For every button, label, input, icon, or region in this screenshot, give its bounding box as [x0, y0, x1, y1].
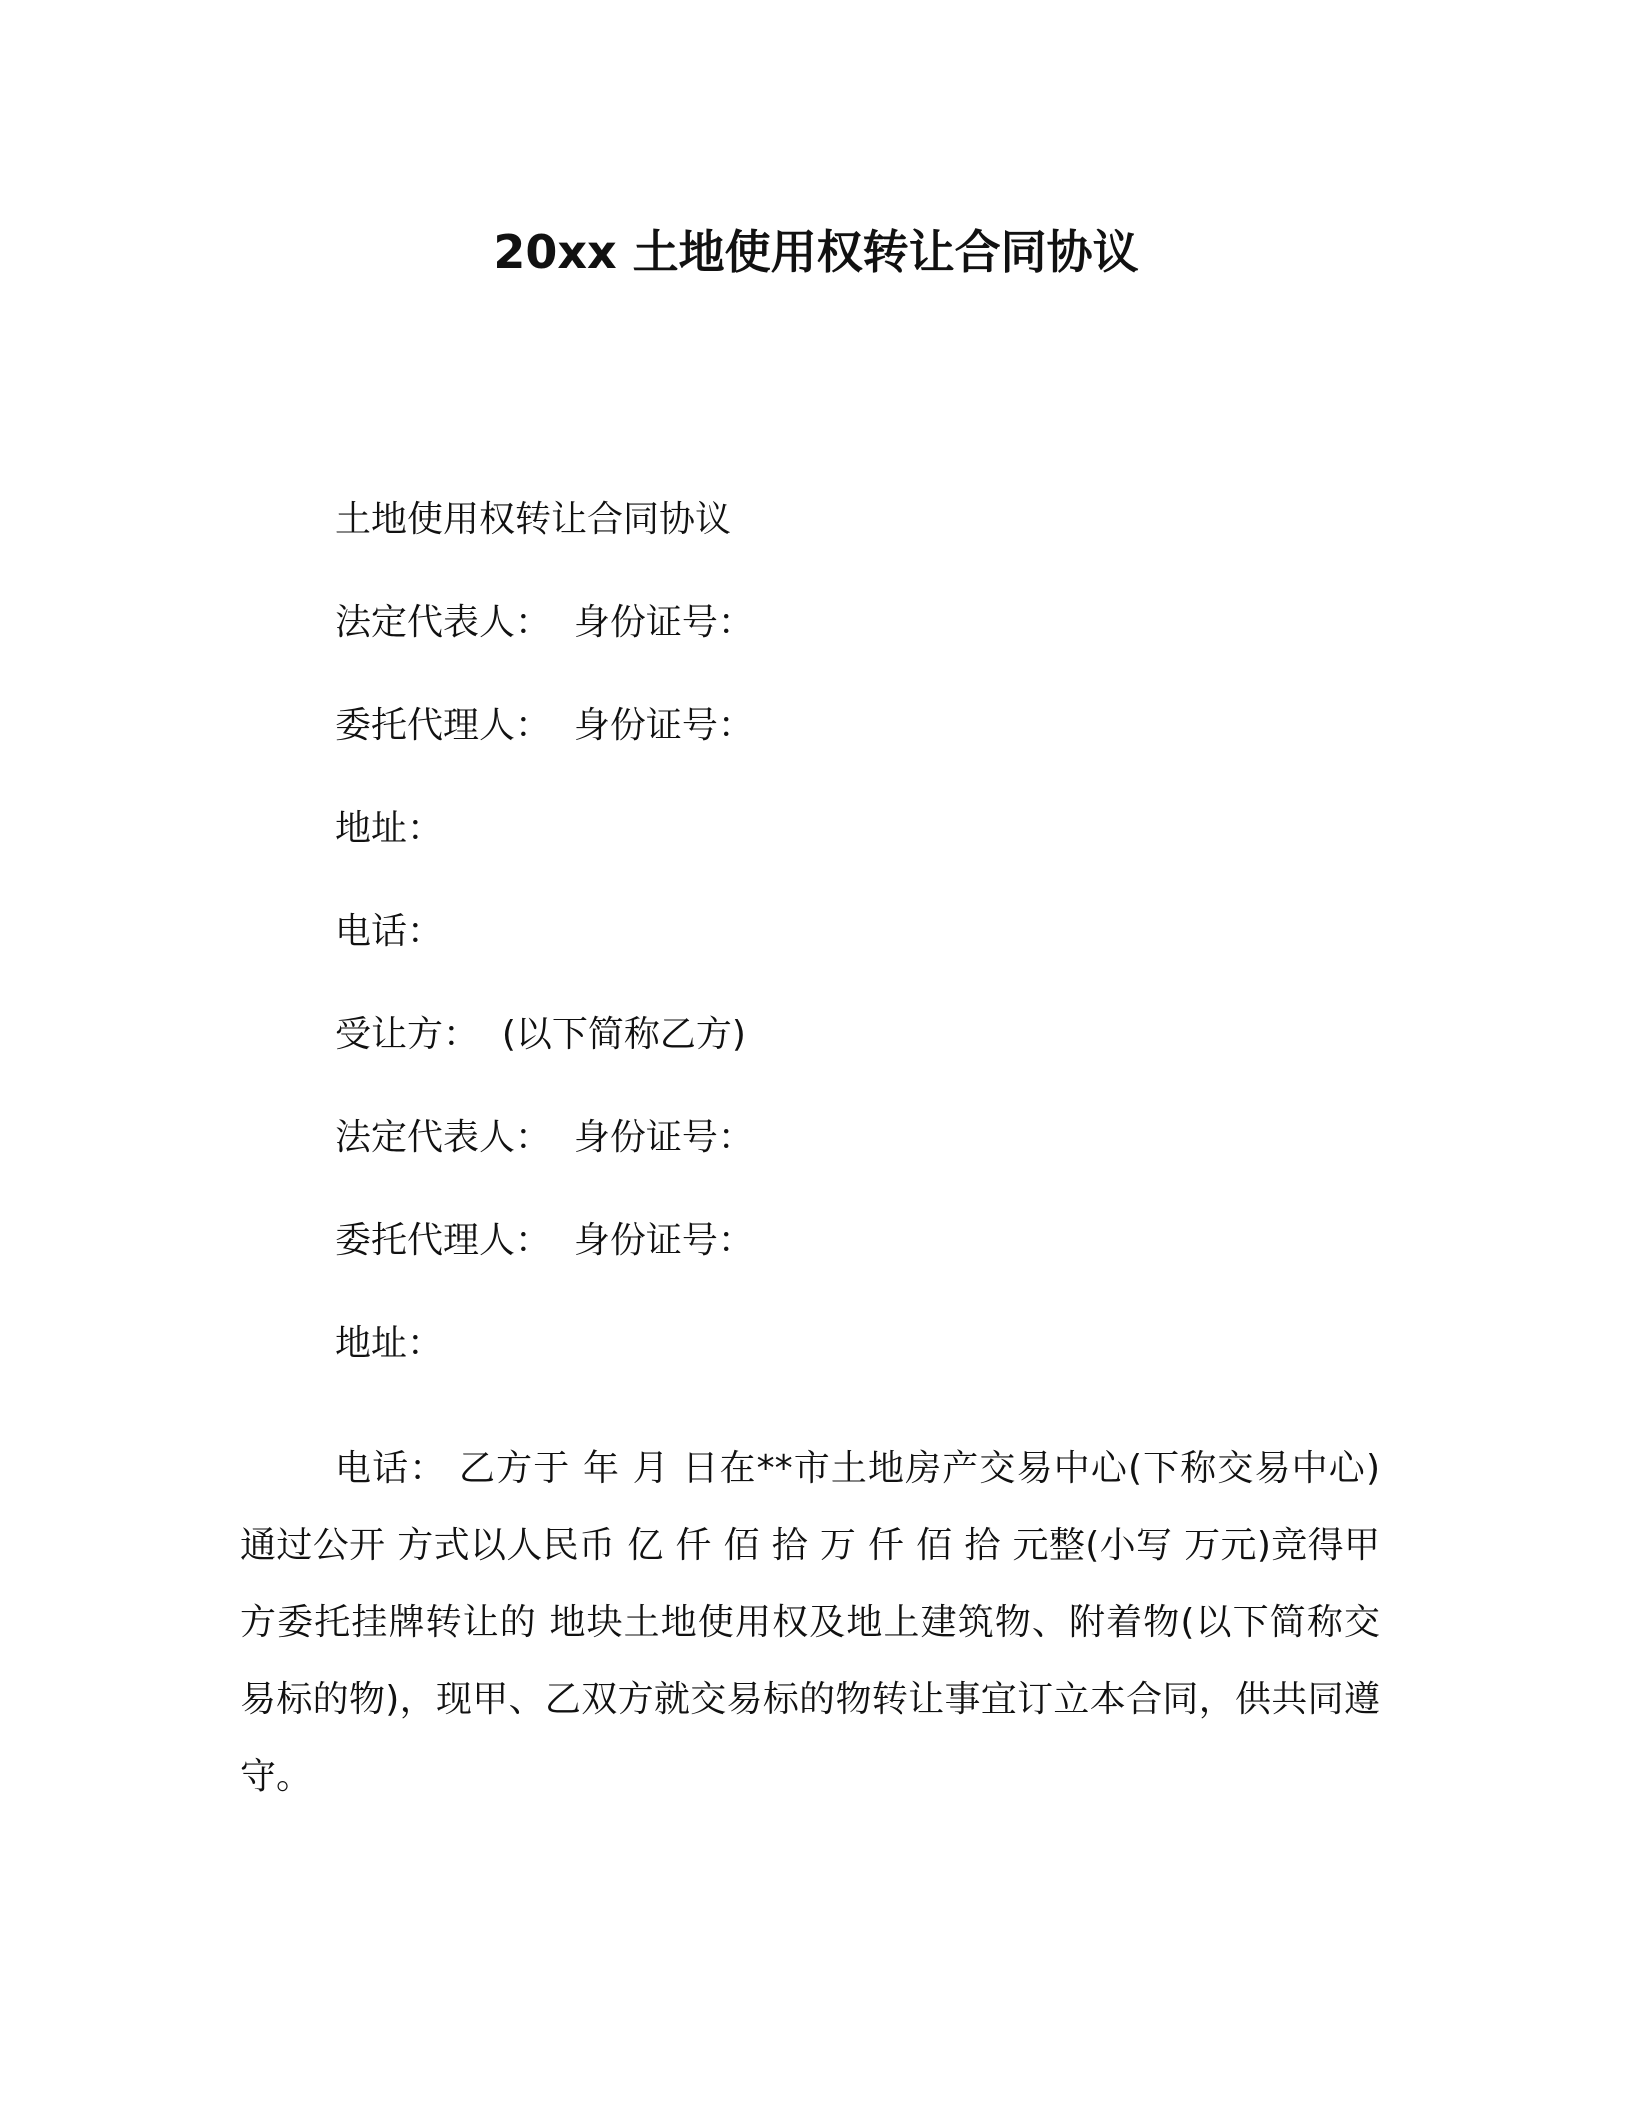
subtitle-line: 土地使用权转让合同协议 [335, 499, 732, 540]
transferee-line: 受让方： (以下简称乙方) [335, 1014, 746, 1055]
contract-preamble-paragraph: 电话： 乙方于 年 月 日在**市土地房产交易中心(下称交易中心) 通过公开 方式以人民币 亿 仟 佰 拾 万 仟 佰 拾 元整(小写 万元)竞得甲方委托挂牌转让的 地块土地使用权及地上建筑物、附着物(以下简称交易标的物)，现甲、乙双方就交易标的物转让事宜订立本合同，供共同遵守。 [240, 1448, 1380, 1797]
transferee-address-line: 地址： [335, 1323, 444, 1364]
transferor-address-line: 地址： [335, 808, 444, 849]
transferor-phone-line: 电话： [335, 911, 444, 952]
document-title: 20xx 土地使用权转让合同协议 [493, 225, 1139, 279]
transferee-agent-line: 委托代理人： 身份证号： [335, 1220, 754, 1261]
transferor-agent-line: 委托代理人： 身份证号： [335, 705, 754, 746]
transferor-legal-representative-line: 法定代表人： 身份证号： [335, 602, 754, 643]
transferee-legal-representative-line: 法定代表人： 身份证号： [335, 1117, 754, 1158]
